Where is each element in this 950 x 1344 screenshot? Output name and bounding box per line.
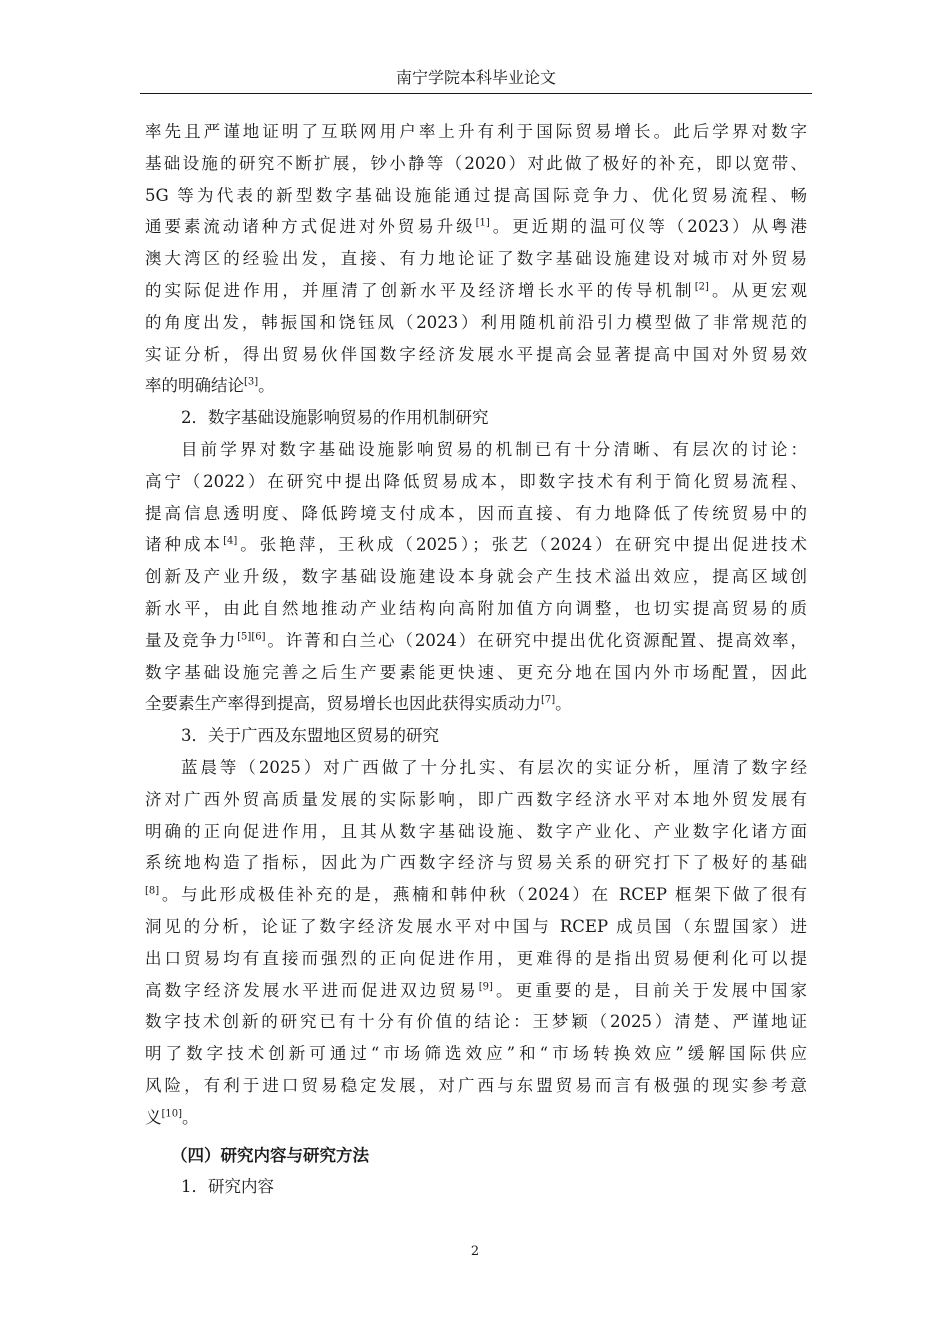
text-line	[145, 1006, 807, 1038]
citation-marker: [9]	[478, 981, 493, 993]
subsection-heading	[145, 1171, 807, 1203]
line-text: 风险，有利于进口贸易稳定发展，对广西与东盟贸易而言有极强的现实参考意	[145, 1075, 807, 1095]
line-text: 。许菁和白兰心（2024）在研究中提出优化资源配置、提高效率，	[265, 630, 807, 650]
citation-marker: [10]	[161, 1108, 183, 1120]
text-line	[145, 116, 807, 148]
line-text: 。更近期的温可仪等（2023）从粤港	[489, 217, 807, 237]
line-text: 。	[258, 376, 275, 396]
line-text: 1．研究内容	[181, 1177, 274, 1197]
text-line	[145, 434, 807, 466]
line-text: 出口贸易均有直接而强烈的正向促进作用，更难得的是指出贸易便利化可以提	[145, 948, 807, 968]
text-line	[145, 593, 807, 625]
citation-marker: [1]	[475, 217, 490, 229]
text-line	[145, 275, 807, 307]
line-text: 义	[145, 1107, 162, 1127]
line-text: 的实际促进作用，并厘清了创新水平及经济增长水平的传导机制	[145, 280, 695, 300]
citation-marker: [3]	[244, 376, 259, 388]
line-text: 提高信息透明度、降低跨境支付成本，因而直接、有力地降低了传统贸易中的	[145, 503, 807, 523]
text-line	[145, 657, 807, 689]
text-line	[145, 975, 807, 1007]
text-line	[145, 498, 807, 530]
text-line	[145, 561, 807, 593]
line-text: （四）研究内容与研究方法	[171, 1145, 369, 1165]
text-line	[145, 148, 807, 180]
running-header: 南宁学院本科毕业论文	[395, 68, 556, 87]
text-line	[145, 847, 807, 879]
line-text: 目前学界对数字基础设施影响贸易的机制已有十分清晰、有层次的讨论：	[181, 439, 807, 459]
line-text: 数字技术创新的研究已有十分有价值的结论：王梦颖（2025）清楚、严谨地证	[145, 1012, 807, 1032]
line-text: 3．关于广西及东盟地区贸易的研究	[181, 726, 439, 746]
text-line	[145, 943, 807, 975]
text-line	[145, 911, 807, 943]
line-text: 新水平，由此自然地推动产业结构向高附加值方向调整，也切实提高贸易的质	[145, 598, 807, 618]
citation-marker: [7]	[541, 694, 556, 706]
line-text: 高数字经济发展水平进而促进双边贸易	[145, 980, 479, 1000]
line-text: 。与此形成极佳补充的是，燕楠和韩仲秋（2024）在 RCEP 框架下做了很有	[159, 885, 807, 905]
citation-marker: [5][6]	[237, 631, 266, 643]
line-text: 诸种成本	[145, 535, 224, 555]
text-line	[145, 180, 807, 212]
line-text: 通要素流动诸种方式促进对外贸易升级	[145, 217, 476, 237]
line-text: 蓝晨等（2025）对广西做了十分扎实、有层次的实证分析，厘清了数字经	[181, 757, 807, 777]
line-text: 率的明确结论	[145, 376, 244, 396]
line-text: 系统地构造了指标，因此为广西数字经济与贸易关系的研究打下了极好的基础	[145, 853, 807, 873]
line-text: 2．数字基础设施影响贸易的作用机制研究	[181, 408, 489, 428]
line-text: 率先且严谨地证明了互联网用户率上升有利于国际贸易增长。此后学界对数字	[145, 122, 807, 141]
text-line	[145, 688, 807, 720]
citation-marker: [4]	[223, 535, 238, 547]
line-text: 量及竞争力	[145, 630, 238, 650]
text-line	[145, 1038, 807, 1070]
line-text: 济对广西外贸高质量发展的实际影响，即广西数字经济水平对本地外贸发展有	[145, 789, 807, 809]
text-line	[145, 243, 807, 275]
line-text: 基础设施的研究不断扩展，钞小静等（2020）对此做了极好的补充，即以宽带、	[145, 153, 807, 173]
line-text: 。更重要的是，目前关于发展中国家	[492, 980, 807, 1000]
line-text: 实证分析，得出贸易伙伴国数字经济发展水平提高会显著提高中国对外贸易效	[145, 344, 807, 364]
line-text: 明确的正向促进作用，且其从数字基础设施、数字产业化、产业数字化诸方面	[145, 821, 807, 841]
subsection-heading	[145, 402, 807, 434]
text-line	[145, 307, 807, 339]
line-text: 。	[555, 694, 572, 714]
line-text: 数字基础设施完善之后生产要素能更快速、更充分地在国内外市场配置，因此	[145, 662, 807, 682]
text-line	[145, 752, 807, 784]
line-text: 高宁（2022）在研究中提出降低贸易成本，即数字技术有利于简化贸易流程、	[145, 471, 807, 491]
citation-marker: [2]	[694, 281, 709, 293]
line-text: 明了数字技术创新可通过“市场筛选效应”和“市场转换效应”缓解国际供应	[145, 1044, 807, 1064]
text-line	[145, 1102, 807, 1134]
text-line	[145, 879, 807, 911]
line-text: 创新及产业升级，数字基础设施建设本身就会产生技术溢出效应，提高区域创	[145, 567, 807, 587]
text-line	[145, 370, 807, 402]
line-text: 。张艳萍，王秋成（2025）；张艺（2024）在研究中提出促进技术	[237, 535, 807, 555]
text-line	[145, 1070, 807, 1102]
line-text: 澳大湾区的经验出发，直接、有力地论证了数字基础设施建设对城市对外贸易	[145, 249, 807, 269]
header-rule	[140, 93, 812, 94]
page-number: 2	[470, 1244, 480, 1259]
text-line	[145, 339, 807, 371]
citation-marker: [8]	[145, 885, 160, 897]
line-text: 全要素生产率得到提高，贸易增长也因此获得实质动力	[145, 694, 541, 714]
line-text: 的角度出发，韩振国和饶钰凤（2023）利用随机前沿引力模型做了非常规范的	[145, 312, 807, 332]
text-line	[145, 625, 807, 657]
line-text: 。从更宏观	[708, 280, 807, 300]
text-line	[145, 466, 807, 498]
body-text	[145, 116, 807, 1203]
text-line	[145, 816, 807, 848]
line-text: 洞见的分析，论证了数字经济发展水平对中国与 RCEP 成员国（东盟国家）进	[145, 916, 807, 936]
text-line	[145, 529, 807, 561]
line-text: 5G 等为代表的新型数字基础设施能通过提高国际竞争力、优化贸易流程、畅	[145, 185, 807, 205]
line-text: 。	[182, 1107, 199, 1127]
section-heading	[145, 1140, 807, 1172]
subsection-heading	[145, 720, 807, 752]
text-line	[145, 211, 807, 243]
text-line	[145, 784, 807, 816]
